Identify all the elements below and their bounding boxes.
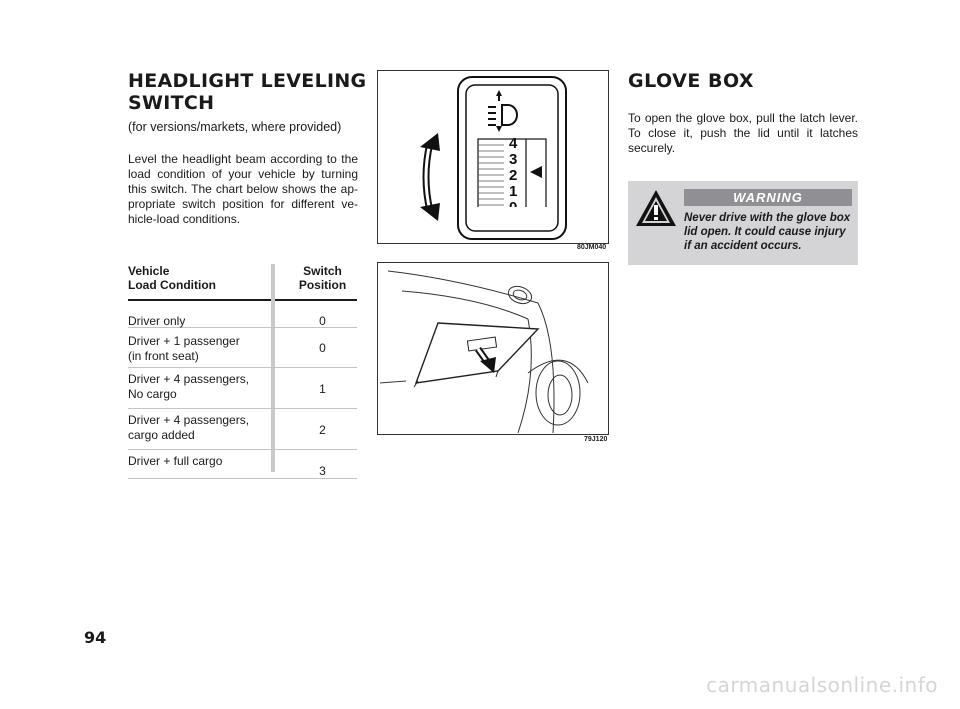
arrow-up-head xyxy=(420,133,440,151)
row-position: 2 xyxy=(319,423,326,437)
page-number: 94 xyxy=(84,628,107,647)
glovebox-title: GLOVE BOX xyxy=(628,70,755,92)
row-position: 3 xyxy=(319,464,326,478)
table-row xyxy=(128,409,357,450)
watermark: carmanualsonline.info xyxy=(706,673,938,697)
table-header xyxy=(128,264,357,296)
switch-digit: 1 xyxy=(509,183,518,200)
row-position: 0 xyxy=(319,341,326,355)
table-row xyxy=(128,301,357,328)
row-position: 1 xyxy=(319,382,326,396)
row-condition: Driver + 4 passengers, cargo added xyxy=(128,413,250,442)
double-arrow-icon xyxy=(426,143,430,211)
row-condition: Driver + full cargo xyxy=(128,454,223,468)
table-row xyxy=(128,328,357,368)
glovebox-illustration xyxy=(378,263,608,434)
load-table xyxy=(128,264,357,479)
header-position: Position xyxy=(298,278,347,292)
switch-figure xyxy=(377,70,609,244)
arrow-down-head xyxy=(420,203,440,221)
glovebox-figure xyxy=(377,262,609,435)
glovebox-figure-code: 79J120 xyxy=(584,436,608,443)
warning-text: Never drive with the glove box lid open. It could cause injury if an accident occurs. xyxy=(684,212,851,252)
headlight-switch-illustration xyxy=(378,71,608,243)
header-switch: Switch xyxy=(303,264,342,278)
warning-label: WARNING xyxy=(684,189,852,206)
switch-digit: 4 xyxy=(509,135,518,152)
row-condition: Driver + 4 passengers, No cargo xyxy=(128,372,250,401)
table-row xyxy=(128,368,357,409)
row-position: 0 xyxy=(319,314,326,328)
headlight-title: HEADLIGHT LEVELING SWITCH xyxy=(128,70,367,114)
header-vehicle: Vehicle xyxy=(128,264,170,278)
headlight-body: Level the headlight beam according to the load condition of your vehicle by turning this switch. The chart below shows the ap-propriate switch position for different ve-hicle-load conditions. xyxy=(128,152,358,226)
switch-digit: 3 xyxy=(509,151,518,168)
table-row xyxy=(128,450,357,479)
warning-box xyxy=(628,181,858,265)
glovebox-body: To open the glove box, pull the latch lever. To close it, push the lid until it latches securely. xyxy=(628,111,858,155)
switch-digit: 2 xyxy=(509,167,518,184)
row-condition: Driver only xyxy=(128,314,186,328)
switch-figure-code: 80JM040 xyxy=(577,244,607,251)
row-condition: Driver + 1 passenger (in front seat) xyxy=(128,334,240,363)
headlight-subtitle: (for versions/markets, where provided) xyxy=(128,120,342,134)
header-load-condition: Load Condition xyxy=(128,278,216,292)
